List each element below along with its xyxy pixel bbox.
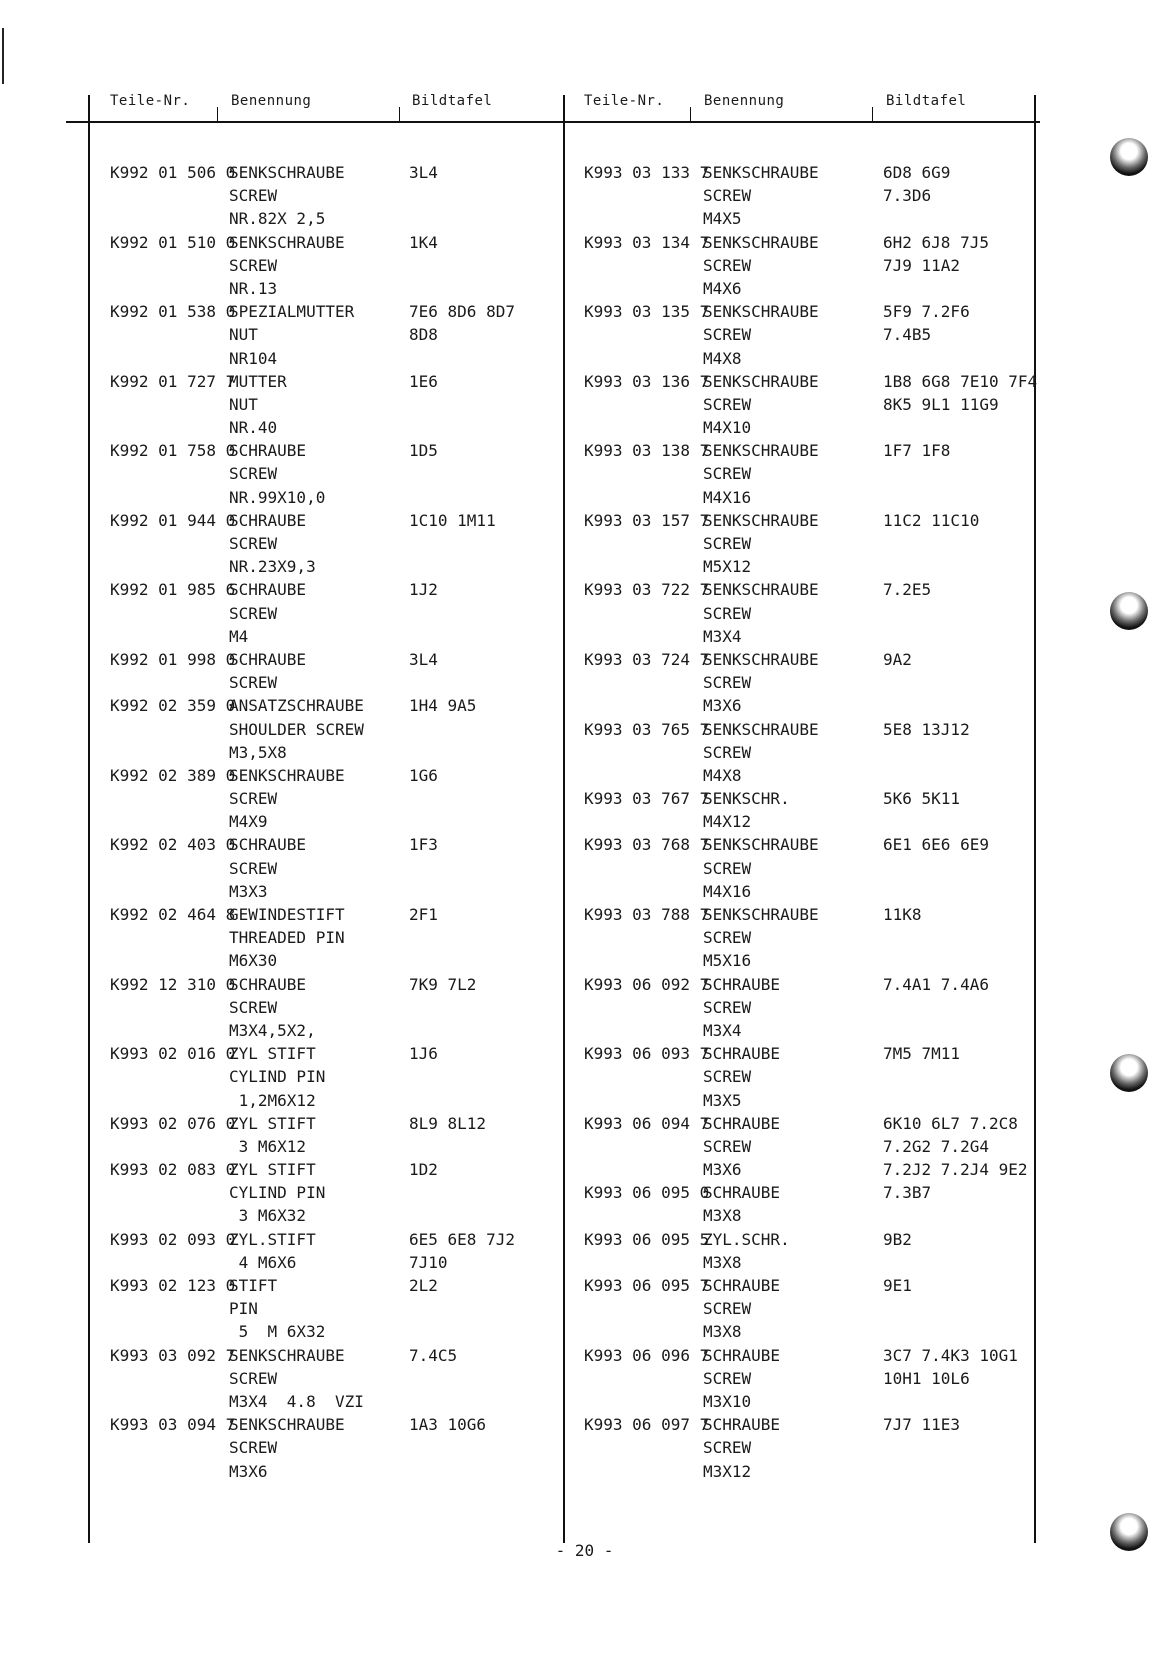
plate-reference: 9E1 xyxy=(883,1276,912,1295)
part-entry xyxy=(110,833,579,903)
part-number: K993 03 157 7 xyxy=(584,510,710,530)
part-description-line: SCREW xyxy=(229,673,278,693)
plate-reference: 3L4 xyxy=(409,649,438,669)
part-description-line: M3X3 xyxy=(229,881,268,901)
part-description-line: M4X10 xyxy=(703,418,752,438)
part-description-line: SENKSCHRAUBE xyxy=(229,1415,345,1435)
part-description-line: SCHRAUBE xyxy=(703,974,781,994)
plate-reference: 1G6 xyxy=(409,765,438,785)
part-description-line: SCREW xyxy=(229,789,278,809)
part-entry xyxy=(110,1413,579,1483)
part-description-line: 4 M6X6 xyxy=(229,1252,297,1272)
punch-hole xyxy=(1110,1054,1148,1092)
page-number: - 20 - xyxy=(555,1541,614,1560)
part-description-line: SCHRAUBE xyxy=(229,510,307,530)
plate-reference: 1J2 xyxy=(409,580,438,600)
part-description-line: PIN xyxy=(229,1299,258,1319)
part-number: K993 03 768 7 xyxy=(584,835,710,855)
part-description-line: CYLIND PIN xyxy=(229,1183,326,1203)
plate-reference: 8D8 xyxy=(409,325,438,345)
part-number: K993 03 138 7 xyxy=(584,441,710,461)
plate-reference: 5F9 7.2F6 xyxy=(883,302,970,322)
part-description-line: SCHRAUBE xyxy=(703,1113,781,1133)
part-number: K992 02 464 8 xyxy=(110,905,236,924)
plate-reference: 1F7 1F8 xyxy=(883,441,951,461)
part-description-line: 3 M6X12 xyxy=(229,1136,307,1156)
part-description-line: M4X6 xyxy=(703,278,742,298)
part-description-line: SCREW xyxy=(703,394,752,414)
part-description-line: SENKSCHRAUBE xyxy=(229,232,345,252)
part-description-line: M3X4 xyxy=(703,626,742,646)
part-description-line: THREADED PIN xyxy=(229,928,345,948)
part-description-line: SENKSCHRAUBE xyxy=(229,1345,345,1365)
plate-reference: 1C10 1M11 xyxy=(409,510,496,530)
part-description-line: SCREW xyxy=(229,255,278,275)
part-description-line: M3X12 xyxy=(703,1461,752,1481)
part-description-line: SCREW xyxy=(703,858,752,878)
plate-reference: 7.4A1 7.4A6 xyxy=(883,974,989,994)
plate-reference: 7E6 8D6 8D7 xyxy=(409,302,515,322)
part-description-line: SENKSCHRAUBE xyxy=(703,232,819,252)
plate-reference: 9B2 xyxy=(883,1229,912,1249)
scan-edge-mark xyxy=(2,28,4,84)
part-entry xyxy=(584,1181,1053,1227)
part-entry xyxy=(584,509,1053,579)
part-description-line: M4X5 xyxy=(703,209,742,229)
part-description-line: SCREW xyxy=(229,464,278,484)
part-number: K992 01 727 7 xyxy=(110,371,236,391)
part-number: K993 03 133 7 xyxy=(584,163,710,182)
header-tick xyxy=(399,107,400,121)
part-number: K992 01 506 0 xyxy=(110,163,236,182)
part-entry xyxy=(110,578,579,648)
part-description-line: M5X12 xyxy=(703,557,752,577)
part-description-line: SHOULDER SCREW xyxy=(229,719,364,739)
plate-reference: 10H1 10L6 xyxy=(883,1368,970,1388)
part-description-line: SCREW xyxy=(229,1438,278,1458)
part-entry xyxy=(584,648,1053,718)
plate-reference: 7.2E5 xyxy=(883,580,932,600)
part-entry xyxy=(584,787,1053,833)
part-description-line: 1,2M6X12 xyxy=(229,1090,316,1110)
part-number: K993 03 767 7 xyxy=(584,789,710,809)
part-description-line: SCHRAUBE xyxy=(229,580,307,600)
part-entry xyxy=(110,439,579,509)
part-description-line: SCREW xyxy=(229,534,278,553)
plate-reference: 8K5 9L1 11G9 xyxy=(883,394,999,414)
part-description-line: M3X6 xyxy=(703,1160,742,1180)
plate-reference: 1D5 xyxy=(409,441,438,461)
part-description-line: SENKSCHRAUBE xyxy=(703,163,819,182)
part-description-line: SCHRAUBE xyxy=(703,1044,781,1064)
part-description-line: M3X4 4.8 VZI xyxy=(229,1391,364,1411)
plate-reference: 3L4 xyxy=(409,163,438,182)
plate-reference: 1J6 xyxy=(409,1044,438,1064)
part-description-line: SCREW xyxy=(703,742,752,762)
plate-reference: 1F3 xyxy=(409,835,438,855)
part-description-line: NR.13 xyxy=(229,278,278,298)
plate-reference: 7M5 7M11 xyxy=(883,1044,961,1064)
part-entry xyxy=(584,718,1053,788)
plate-reference: 1B8 6G8 7E10 7F4 xyxy=(883,371,1038,391)
part-entry xyxy=(110,1042,579,1112)
part-description-line: ZYL STIFT xyxy=(229,1113,316,1133)
plate-reference: 1A3 10G6 xyxy=(409,1415,487,1435)
part-description-line: SCHRAUBE xyxy=(703,1345,781,1365)
plate-reference: 7J10 xyxy=(409,1252,448,1272)
plate-reference: 7.2J2 7.2J4 9E2 xyxy=(883,1160,1028,1180)
part-description-line: M4X16 xyxy=(703,487,752,507)
part-description-line: M3X8 xyxy=(703,1252,742,1272)
part-description-line: M4 xyxy=(229,626,249,646)
plate-reference: 6K10 6L7 7.2C8 xyxy=(883,1113,1018,1133)
part-description-line: NUT xyxy=(229,394,258,414)
part-description-line: SCREW xyxy=(703,534,752,553)
part-entry xyxy=(584,1228,1053,1274)
part-description-line: SCREW xyxy=(229,858,278,878)
part-description-line: M4X8 xyxy=(703,348,742,368)
part-entry xyxy=(584,300,1053,370)
part-number: K992 02 359 0 xyxy=(110,696,236,716)
part-number: K993 06 095 0 xyxy=(584,1183,710,1203)
part-description-line: SENKSCHRAUBE xyxy=(703,835,819,855)
plate-reference: 11C2 11C10 xyxy=(883,510,980,530)
part-number: K993 06 095 5 xyxy=(584,1229,710,1249)
part-entry xyxy=(584,1042,1053,1112)
part-description-line: M3X8 xyxy=(703,1206,742,1226)
header-part-number: Teile-Nr. xyxy=(110,93,191,109)
part-entry xyxy=(584,973,1053,1043)
plate-reference: 7.3B7 xyxy=(883,1183,932,1203)
part-description-line: SCREW xyxy=(229,603,278,623)
plate-reference: 8L9 8L12 xyxy=(409,1113,487,1133)
punch-hole xyxy=(1110,138,1148,176)
part-number: K993 06 093 7 xyxy=(584,1044,710,1064)
part-description-line: SCHRAUBE xyxy=(229,649,307,669)
part-description-line: SENKSCHR. xyxy=(703,789,790,809)
plate-reference: 6H2 6J8 7J5 xyxy=(883,232,989,252)
part-description-line: SCREW xyxy=(703,186,752,206)
part-description-line: SCREW xyxy=(703,1299,752,1319)
part-description-line: 3 M6X32 xyxy=(229,1206,307,1226)
part-description-line: M3X8 xyxy=(703,1322,742,1342)
part-description-line: M3X5 xyxy=(703,1090,742,1110)
part-description-line: ZYL.SCHR. xyxy=(703,1229,790,1249)
part-number: K993 03 094 7 xyxy=(110,1415,236,1435)
plate-reference: 1D2 xyxy=(409,1160,438,1180)
part-description-line: SENKSCHRAUBE xyxy=(229,163,345,182)
plate-reference: 9A2 xyxy=(883,649,912,669)
part-description-line: SCREW xyxy=(703,255,752,275)
part-description-line: M3X10 xyxy=(703,1391,752,1411)
part-entry xyxy=(110,694,579,764)
part-entry xyxy=(110,1112,579,1158)
part-description-line: SENKSCHRAUBE xyxy=(703,580,819,600)
part-number: K993 03 724 7 xyxy=(584,649,710,669)
part-description-line: SCHRAUBE xyxy=(703,1183,781,1203)
part-description-line: SCHRAUBE xyxy=(703,1276,781,1295)
part-description-line: SENKSCHRAUBE xyxy=(703,649,819,669)
part-entry xyxy=(584,1112,1053,1182)
part-entry xyxy=(110,1228,579,1274)
header-part-number: Teile-Nr. xyxy=(584,93,665,109)
part-description-line: NR104 xyxy=(229,348,278,368)
part-description-line: M3,5X8 xyxy=(229,742,287,762)
plate-reference: 1H4 9A5 xyxy=(409,696,477,716)
part-number: K993 02 123 0 xyxy=(110,1276,236,1295)
plate-reference: 2F1 xyxy=(409,905,438,924)
part-entry xyxy=(110,1344,579,1414)
header-plate: Bildtafel xyxy=(886,93,967,109)
part-description-line: SCHRAUBE xyxy=(229,835,307,855)
part-entry xyxy=(110,648,579,694)
part-description-line: M4X16 xyxy=(703,881,752,901)
plate-reference: 6E5 6E8 7J2 xyxy=(409,1229,515,1249)
part-entry xyxy=(584,903,1053,973)
part-description-line: M3X4 xyxy=(703,1020,742,1040)
plate-reference: 5K6 5K11 xyxy=(883,789,961,809)
table-left-border xyxy=(88,95,90,1543)
part-description-line: M3X6 xyxy=(703,696,742,716)
part-description-line: SCREW xyxy=(703,1438,752,1458)
punch-hole xyxy=(1110,592,1148,630)
part-entry xyxy=(110,973,579,1043)
part-number: K993 03 765 7 xyxy=(584,719,710,739)
part-description-line: NR.40 xyxy=(229,418,278,438)
plate-reference: 6E1 6E6 6E9 xyxy=(883,835,989,855)
part-description-line: SCREW xyxy=(703,928,752,948)
plate-reference: 7.2G2 7.2G4 xyxy=(883,1136,989,1156)
part-number: K992 12 310 0 xyxy=(110,974,236,994)
part-number: K993 06 096 7 xyxy=(584,1345,710,1365)
part-description-line: NR.23X9,3 xyxy=(229,557,316,577)
part-description-line: SCREW xyxy=(229,186,278,206)
part-description-line: 5 M 6X32 xyxy=(229,1322,326,1342)
part-entry xyxy=(110,161,579,231)
part-number: K993 06 097 7 xyxy=(584,1415,710,1435)
plate-reference: 7K9 7L2 xyxy=(409,974,477,994)
header-rule xyxy=(66,121,1040,123)
part-description-line: ZYL.STIFT xyxy=(229,1229,316,1249)
part-number: K993 03 135 7 xyxy=(584,302,710,322)
part-description-line: SENKSCHRAUBE xyxy=(703,302,819,322)
part-description-line: SCREW xyxy=(229,997,278,1017)
part-number: K992 02 403 0 xyxy=(110,835,236,855)
part-entry xyxy=(584,578,1053,648)
part-entry xyxy=(584,439,1053,509)
part-description-line: M3X4,5X2, xyxy=(229,1020,316,1040)
part-description-line: SENKSCHRAUBE xyxy=(703,510,819,530)
part-entry xyxy=(584,1413,1053,1483)
plate-reference: 5E8 13J12 xyxy=(883,719,970,739)
part-description-line: SENKSCHRAUBE xyxy=(229,765,345,785)
part-number: K992 01 998 0 xyxy=(110,649,236,669)
plate-reference: 11K8 xyxy=(883,905,922,924)
part-number: K993 03 788 7 xyxy=(584,905,710,924)
part-description-line: SENKSCHRAUBE xyxy=(703,371,819,391)
part-description-line: SCREW xyxy=(703,1136,752,1156)
part-description-line: ZYL STIFT xyxy=(229,1160,316,1180)
plate-reference: 7.3D6 xyxy=(883,186,932,206)
part-number: K992 01 944 0 xyxy=(110,510,236,530)
part-description-line: SCREW xyxy=(703,997,752,1017)
plate-reference: 7J7 11E3 xyxy=(883,1415,961,1435)
part-description-line: SCHRAUBE xyxy=(703,1415,781,1435)
part-entry xyxy=(584,1344,1053,1414)
header-tick xyxy=(217,107,218,121)
plate-reference: 2L2 xyxy=(409,1276,438,1295)
part-description-line: M3X6 xyxy=(229,1461,268,1481)
plate-reference: 1E6 xyxy=(409,371,438,391)
part-description-line: M4X8 xyxy=(703,765,742,785)
header-description: Benennung xyxy=(231,93,312,109)
part-description-line: M5X16 xyxy=(703,951,752,971)
part-description-line: CYLIND PIN xyxy=(229,1067,326,1087)
part-number: K993 02 083 0 xyxy=(110,1160,236,1180)
part-entry xyxy=(584,161,1053,231)
header-plate: Bildtafel xyxy=(412,93,493,109)
header-tick xyxy=(690,107,691,121)
part-description-line: SCREW xyxy=(703,464,752,484)
part-entry xyxy=(110,1274,579,1344)
part-number: K992 01 758 0 xyxy=(110,441,236,461)
part-number: K993 02 016 0 xyxy=(110,1044,236,1064)
part-number: K993 02 093 0 xyxy=(110,1229,236,1249)
left-parts-list xyxy=(110,161,579,1483)
part-entry xyxy=(110,300,579,370)
part-description-line: STIFT xyxy=(229,1276,278,1295)
part-description-line: SCREW xyxy=(229,1368,278,1388)
part-number: K992 02 389 0 xyxy=(110,765,236,785)
part-description-line: NUT xyxy=(229,325,258,345)
part-number: K992 01 538 0 xyxy=(110,302,236,322)
part-description-line: SENKSCHRAUBE xyxy=(703,719,819,739)
part-description-line: NR.82X 2,5 xyxy=(229,209,326,229)
part-entry xyxy=(584,1274,1053,1344)
plate-reference: 7J9 11A2 xyxy=(883,255,961,275)
header-description: Benennung xyxy=(704,93,785,109)
part-entry xyxy=(110,509,579,579)
part-description-line: SCREW xyxy=(703,325,752,345)
part-entry xyxy=(584,231,1053,301)
part-number: K993 06 095 7 xyxy=(584,1276,710,1295)
part-number: K993 06 094 7 xyxy=(584,1113,710,1133)
part-description-line: SENKSCHRAUBE xyxy=(703,441,819,461)
part-description-line: M4X12 xyxy=(703,812,752,832)
part-description-line: GEWINDESTIFT xyxy=(229,905,345,924)
part-description-line: MUTTER xyxy=(229,371,287,391)
part-description-line: SCREW xyxy=(703,673,752,693)
part-description-line: SCREW xyxy=(703,1067,752,1087)
plate-reference: 7.4B5 xyxy=(883,325,932,345)
plate-reference: 3C7 7.4K3 10G1 xyxy=(883,1345,1018,1365)
part-entry xyxy=(110,764,579,834)
part-entry xyxy=(110,1158,579,1228)
part-description-line: SCHRAUBE xyxy=(229,974,307,994)
part-entry xyxy=(584,370,1053,440)
part-number: K992 01 985 6 xyxy=(110,580,236,600)
plate-reference: 6D8 6G9 xyxy=(883,163,951,182)
part-description-line: SENKSCHRAUBE xyxy=(703,905,819,924)
part-number: K993 03 722 7 xyxy=(584,580,710,600)
part-number: K993 03 092 7 xyxy=(110,1345,236,1365)
plate-reference: 1K4 xyxy=(409,232,438,252)
part-entry xyxy=(110,903,579,973)
part-description-line: M6X30 xyxy=(229,951,278,971)
part-entry xyxy=(110,231,579,301)
part-entry xyxy=(110,370,579,440)
plate-reference: 7.4C5 xyxy=(409,1345,458,1365)
part-description-line: ZYL STIFT xyxy=(229,1044,316,1064)
part-description-line: SPEZIALMUTTER xyxy=(229,302,355,322)
part-description-line: NR.99X10,0 xyxy=(229,487,326,507)
header-tick xyxy=(872,107,873,121)
part-description-line: M4X9 xyxy=(229,812,268,832)
part-description-line: ANSATZSCHRAUBE xyxy=(229,696,364,716)
part-number: K993 06 092 7 xyxy=(584,974,710,994)
part-number: K993 03 136 7 xyxy=(584,371,710,391)
part-number: K993 02 076 0 xyxy=(110,1113,236,1133)
part-number: K993 03 134 7 xyxy=(584,232,710,252)
part-description-line: SCREW xyxy=(703,603,752,623)
part-description-line: SCHRAUBE xyxy=(229,441,307,461)
right-parts-list xyxy=(584,161,1053,1483)
part-entry xyxy=(584,833,1053,903)
part-description-line: SCREW xyxy=(703,1368,752,1388)
part-number: K992 01 510 0 xyxy=(110,232,236,252)
